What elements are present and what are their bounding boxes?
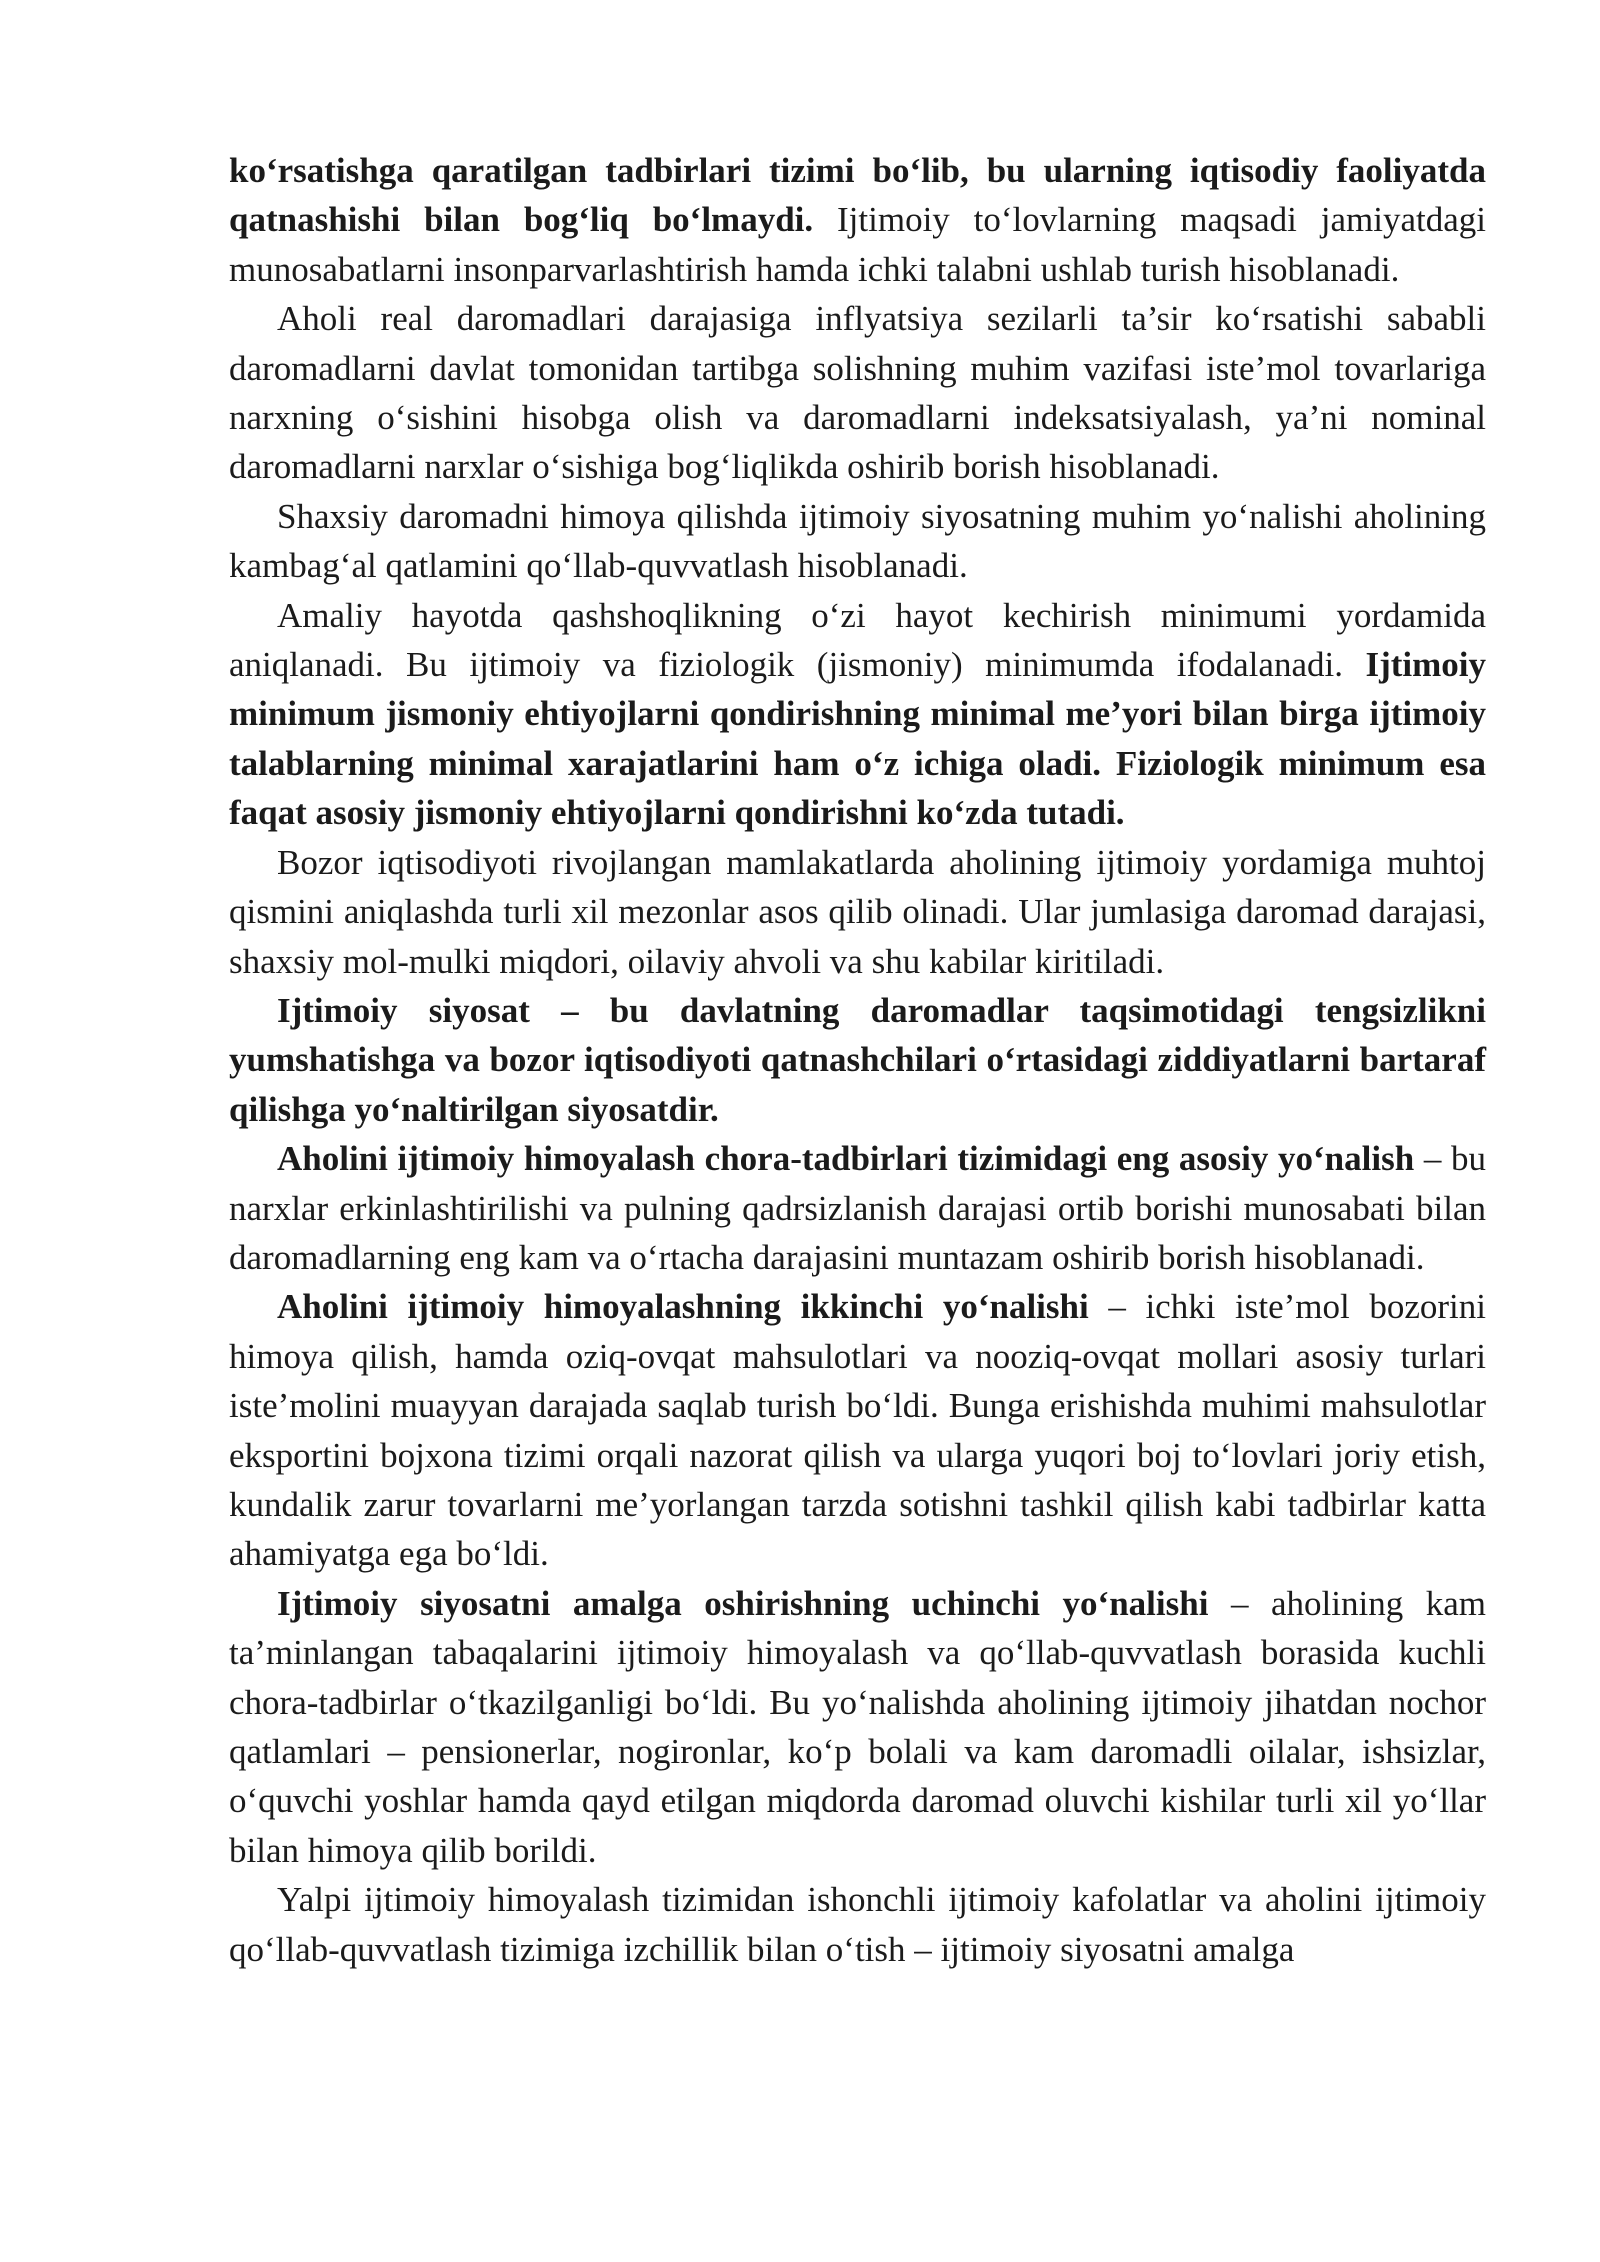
- bold-text: Ijtimoiy siyosat – bu davlatning daromadlar taqsimotidagi tengsizlikni yumshatishga va bozor iqtisodiyoti qatnashchilari o‘rtasidagi ziddiyatlarni bartaraf qilishga yo‘naltirilgan siyosatdir.: [229, 990, 1486, 1129]
- paragraph-6: [229, 986, 1486, 1134]
- bold-text: Ijtimoiy minimum jismoniy ehtiyojlarni qondirishning minimal me’yori bilan birga ijtimoiy talablarning minimal xarajatlarini ham o‘z ichiga oladi. Fiziologik minimum esa faqat asosiy jismoniy ehtiyojlarni qondirishni ko‘zda tutadi.: [229, 645, 1486, 833]
- bold-text: Aholini ijtimoiy himoyalash chora-tadbirlari tizimidagi eng asosiy yo‘nalish: [277, 1139, 1415, 1179]
- paragraph-8: [229, 1282, 1486, 1578]
- paragraph-5: [229, 838, 1486, 986]
- paragraph-4: [229, 591, 1486, 838]
- text: Aholi real daromadlari darajasiga inflyatsiya sezilarli ta’sir ko‘rsatishi sababli daromadlarni davlat tomonidan tartibga solishning muhim vazifasi iste’mol tovarlariga narxning o‘sishini hisobga olish va daromadlarni indeksatsiyalash, ya’ni nominal daromadlarni narxlar o‘sishiga bog‘liqlikda oshirib borish hisoblanadi.: [229, 299, 1486, 487]
- text: Ijtimoiy to‘lovlarning maqsadi jamiyatdagi munosabatlarni insonparvarlashtirish hamda ichki talabni ushlab turish hisoblanadi.: [229, 200, 1486, 289]
- text: Shaxsiy daromadni himoya qilishda ijtimoiy siyosatning muhim yo‘nalishi aholining kambag‘al qatlamini qo‘llab-quvvatlash hisoblanadi.: [229, 496, 1486, 586]
- paragraph-3: [229, 492, 1486, 591]
- paragraph-2: [229, 294, 1486, 492]
- document-page: [229, 146, 1486, 1974]
- text: Amaliy hayotda qashshoqlikning o‘zi hayot kechirish minimumi yordamida aniqlanadi. Bu ijtimoiy va fiziologik (jismoniy) minimumda ifodalanadi.: [229, 595, 1486, 685]
- text: – bu narxlar erkinlashtirilishi va pulning qadrsizlanish darajasi ortib borishi munosabati bilan daromadlarning eng kam va o‘rtacha darajasini muntazam oshirib borish hisoblanadi.: [229, 1139, 1486, 1277]
- paragraph-7: [229, 1134, 1486, 1282]
- bold-text: Ijtimoiy siyosatni amalga oshirishning uchinchi yo‘nalishi: [277, 1583, 1209, 1623]
- paragraph-1: [229, 146, 1486, 294]
- bold-text: Aholini ijtimoiy himoyalashning ikkinchi yo‘nalishi: [277, 1287, 1089, 1327]
- paragraph-10: [229, 1875, 1486, 1974]
- text: – aholining kam ta’minlangan tabaqalarini ijtimoiy himoyalash va qo‘llab-quvvatlash borasida kuchli chora-tadbirlar o‘tkazilganligi bo‘ldi. Bu yo‘nalishda aholining ijtimoiy jihatdan nochor qatlamlari – pensionerlar, nogironlar, ko‘p bolali va kam daromadli oilalar, ishsizlar, o‘quvchi yoshlar hamda qayd etilgan miqdorda daromad oluvchi kishilar turli xil yo‘llar bilan himoya qilib borildi.: [229, 1583, 1487, 1870]
- paragraph-9: [229, 1579, 1486, 1875]
- text: Bozor iqtisodiyoti rivojlangan mamlakatlarda aholining ijtimoiy yordamiga muhtoj qismini aniqlashda turli xil mezonlar asos qilib olinadi. Ular jumlasiga daromad darajasi, shaxsiy mol-mulki miqdori, oilaviy ahvoli va shu kabilar kiritiladi.: [229, 842, 1486, 981]
- text: Yalpi ijtimoiy himoyalash tizimidan ishonchli ijtimoiy kafolatlar va aholini ijtimoiy qo‘llab-quvvatlash tizimiga izchillik bilan o‘tish – ijtimoiy siyosatni amalga: [229, 1880, 1486, 1969]
- bold-text: ko‘rsatishga qaratilgan tadbirlari tizimi bo‘lib, bu ularning iqtisodiy faoliyatda qatnashishi bilan bog‘liq bo‘lmaydi.: [229, 151, 1486, 240]
- text: – ichki iste’mol bozorini himoya qilish, hamda oziq-ovqat mahsulotlari va nooziq-ovqat mollari asosiy turlari iste’molini muayyan darajada saqlab turish bo‘ldi. Bunga erishishda muhimi mahsulotlar eksportini bojxona tizimi orqali nazorat qilish va ularga yuqori boj to‘lovlari joriy etish, kundalik zarur tovarlarni me’yorlangan tarzda sotishni tashkil qilish kabi tadbirlar katta ahamiyatga ega bo‘ldi.: [229, 1287, 1487, 1574]
